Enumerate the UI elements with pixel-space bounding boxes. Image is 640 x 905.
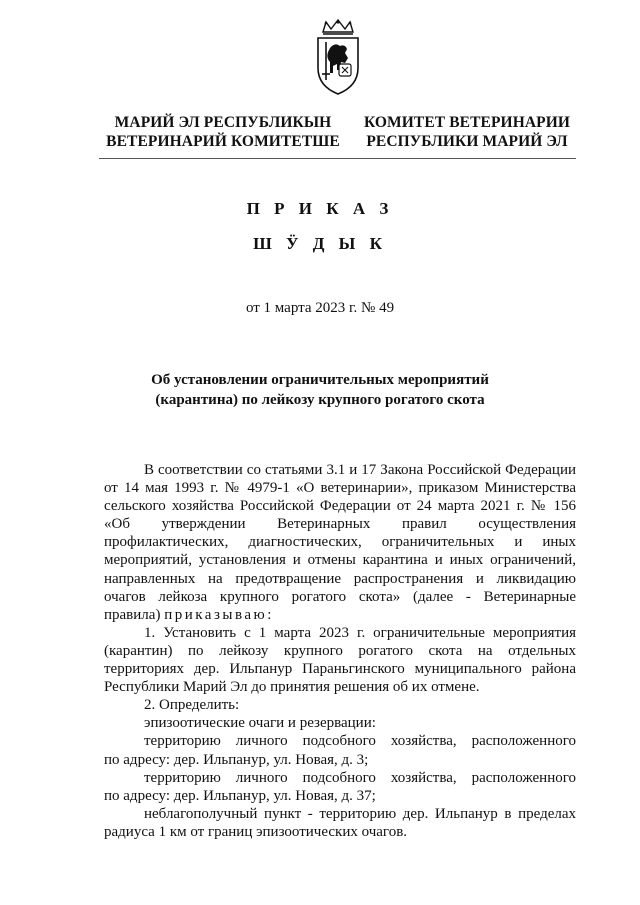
- body-line: неблагополучный пункт - территорию дер. Ильпанур в пределах: [144, 805, 576, 822]
- header-left-line-2: ВЕТЕРИНАРИЙ КОМИТЕТШЕ: [106, 133, 340, 150]
- body-text: правила): [104, 606, 161, 623]
- order-body: [104, 461, 576, 841]
- header-mari-name: [97, 113, 349, 151]
- body-line: эпизоотические очаги и резервации:: [144, 715, 376, 732]
- order-title-line-1: Об установлении ограничительных мероприятий: [151, 372, 489, 388]
- body-line: радиуса 1 км от границ эпизоотических очагов.: [104, 823, 408, 840]
- body-line: (карантин) по лейкозу крупного рогатого скота на отдельных: [104, 642, 576, 659]
- body-line: В соответствии со статьями 3.1 и 17 Закона Российской Федерации: [144, 462, 576, 478]
- body-line: «Об утверждении Ветеринарных правил осуществления: [104, 516, 576, 533]
- body-line: мероприятий, установления и отмены карантина и иных ограничений,: [104, 552, 576, 569]
- header-right-line-1: КОМИТЕТ ВЕТЕРИНАРИИ: [363, 114, 571, 131]
- body-line: 2. Определить:: [144, 697, 240, 714]
- body-line: [104, 606, 576, 624]
- order-date-number: от 1 марта 2023 г. № 49: [245, 300, 395, 316]
- body-line: профилактических, диагностических, ограничительных и иных: [104, 534, 576, 551]
- body-line: 1. Установить с 1 марта 2023 г. ограничительные мероприятия: [144, 624, 576, 641]
- header-left-line-1: МАРИЙ ЭЛ РЕСПУБЛИКЫН: [114, 114, 332, 131]
- body-line: от 14 мая 1993 г. № 4979-1 «О ветеринарии», приказом Министерства: [104, 480, 576, 497]
- order-heading-mari: Ш Ӱ Д Ы К: [253, 234, 387, 253]
- body-line: направленных на предотвращение распространения и ликвидацию: [104, 570, 576, 587]
- body-line: территориях дер. Ильпанур Параньгинского муниципального района: [104, 661, 576, 678]
- order-verb: приказываю:: [164, 606, 274, 623]
- body-line: территорию личного подсобного хозяйства, расположенного: [144, 733, 576, 750]
- header-right-line-2: РЕСПУБЛИКИ МАРИЙ ЭЛ: [366, 133, 568, 150]
- coat-of-arms-emblem: [313, 18, 363, 96]
- order-title-line-2: (карантина) по лейкозу крупного рогатого скота: [155, 392, 485, 408]
- body-line: очагов лейкоза крупного рогатого скота» (далее - Ветеринарные: [104, 588, 576, 605]
- body-line: по адресу: дер. Ильпанур, ул. Новая, д. 3;: [104, 751, 369, 768]
- body-line: Республики Марий Эл до принятия решения об их отмене.: [104, 679, 480, 696]
- header-russian-name: [360, 113, 574, 151]
- body-line: сельского хозяйства Российской Федерации от 24 марта 2021 г. № 156: [104, 498, 576, 515]
- order-heading-russian: П Р И К А З: [246, 199, 394, 218]
- body-line: по адресу: дер. Ильпанур, ул. Новая, д. 37;: [104, 787, 376, 804]
- body-line: территорию личного подсобного хозяйства, расположенного: [144, 769, 576, 786]
- order-title: [0, 370, 640, 410]
- header-divider: [99, 158, 576, 159]
